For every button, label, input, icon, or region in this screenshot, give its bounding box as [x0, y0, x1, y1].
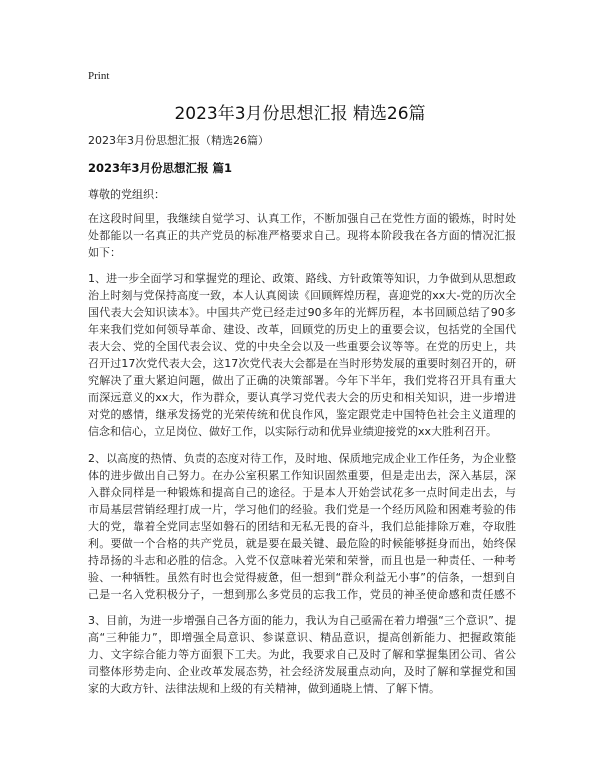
print-link[interactable]: Print	[88, 70, 110, 82]
paragraph-item-2: 2、以高度的热情、负责的态度对待工作，及时地、保质地完成企业工作任务，为企业整体的进步做出自己努力。在办公室积累工作知识固然重要，但是走出去，深入基层，深入群众同样是一种锻炼和提高自己的途径。于是本人开始尝试花多一点时间走出去，与市局基层营销经理打成一片，学习他们的经验。我们党是一个经历风险和困难考验的伟大的党，靠着全党同志坚如磐石的团结和无私无畏的奋斗，我们总能排除万难，夺取胜利。要做一个合格的共产党员，就是要在最关键、最危险的时候能够挺身而出，始终保持昂扬的斗志和必胜的信念。入党不仅意味着光荣和荣誉，而且也是一种责任、一种考验、一种牺牲。虽然有时也会觉得疲惫，但一想到“群众利益无小事”的信条，一想到自己是一名入党积极分子，一想到那么多党员的忘我工作，党员的神圣使命感和责任感不	[88, 452, 516, 601]
section-heading: 2023年3月份思想汇报 篇1	[88, 161, 233, 175]
paragraph-item-1: 1、进一步全面学习和掌握党的理论、政策、路线、方针政策等知识，力争做到从思想政治上时刻与党保持高度一致，本人认真阅读《回顾辉煌历程，喜迎党的xx大-党的历次全国代表大会知识读本》。中国共产党已经走过90多年的光辉历程，本书回顾总结了90多年来我们党如何领导革命、建设、改革，回顾党的历史上的重要会议，包括党的全国代表大会、党的全国代表会议、党的中央全会以及一些重要会议等等。在党的历史上，共召开过17次党代表大会，这17次党代表大会都是在当时形势发展的重要时刻召开的，研究解决了重大紧迫问题，做出了正确的决策部署。今年下半年，我们党将召开具有重大而深远意义的xx大，作为群众，要认真学习党代表大会的历史和相关知识，进一步增进对党的感情，继承发扬党的光荣传统和优良作风，鉴定跟党走中国特色社会主义道理的信念和信心，立足岗位、做好工作，以实际行动和优异业绩迎接党的xx大胜利召开。	[88, 272, 516, 438]
document-subtitle: 2023年3月份思想汇报（精选26篇）	[88, 134, 269, 147]
paragraph-intro: 在这段时间里，我继续自觉学习、认真工作，不断加强自己在党性方面的锻炼，时时处处都能以一名真正的共产党员的标准严格要求自己。现将本阶段我在各方面的情况汇报如下：	[88, 212, 516, 259]
document-title: 2023年3月份思想汇报 精选26篇	[174, 104, 426, 124]
paragraph-item-3: 3、目前，为进一步增强自己各方面的能力，我认为自己亟需在着力增强“三个意识”、提高“三种能力”，即增强全局意识、参谋意识、精品意识，提高创新能力、把握政策能力、文字综合能力等方面狠下工夫。为此，我要求自己及时了解和掌握集团公司、省公司整体形势走向、企业改革发展态势，社会经济发展重点动向，及时了解和掌握党和国家的大政方针、法律法规和上级的有关精神，做到通晓上情、了解下情。	[88, 614, 516, 695]
salutation: 尊敬的党组织：	[88, 188, 165, 201]
